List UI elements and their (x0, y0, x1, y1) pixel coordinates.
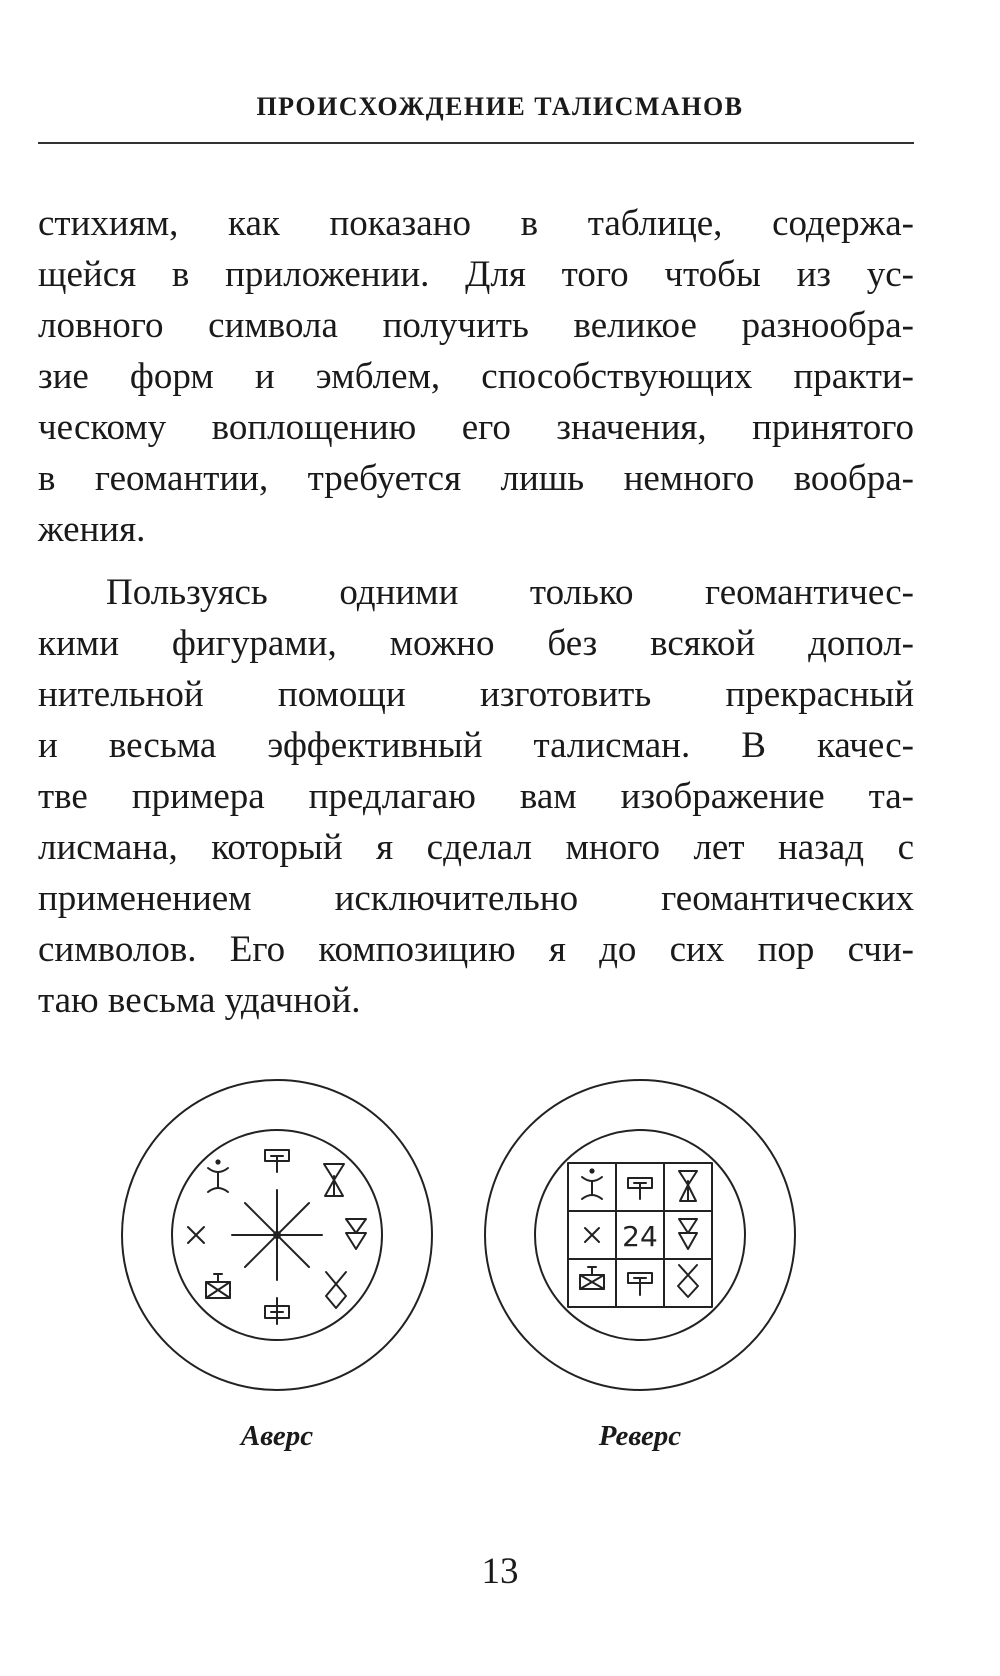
text-line: лисмана, который я сделал много лет назад с (38, 827, 914, 868)
reverse-caption: Реверс (598, 1420, 682, 1452)
geomantic-figure-icon (679, 1219, 697, 1249)
running-head: ПРОИСХОЖДЕНИЕ ТАЛИСМАНОВ (256, 92, 744, 121)
geomantic-figure-icon (628, 1178, 652, 1199)
geomantic-figure-icon (326, 1272, 346, 1308)
text-line: ловного символа получить великое разнообра- (38, 305, 914, 346)
head-rule (38, 142, 914, 144)
talisman-figures (0, 1070, 1000, 1400)
geomantic-figure-icon (628, 1273, 652, 1295)
text-line: стихиям, как показано в таблице, содержа- (38, 203, 914, 244)
text-line: Пользуясь одними только геомантичес- (106, 572, 914, 613)
jupiter-glyph: 24 (622, 1220, 658, 1253)
text-line: таю весьма удачной. (38, 980, 361, 1021)
geomantic-figure-icon (678, 1265, 698, 1297)
body-text (38, 198, 914, 1026)
geomantic-figure-icon (679, 1171, 697, 1201)
text-line: ческому воплощению его значения, принятого (38, 407, 914, 448)
text-line: в геомантии, требуется лишь немного вообра- (38, 458, 914, 499)
obverse-caption: Аверс (240, 1420, 314, 1452)
obverse-talisman (122, 1080, 432, 1390)
text-line: применением исключительно геомантических (38, 878, 914, 919)
obverse-center-dot (274, 1232, 280, 1238)
geomantic-figure-icon (346, 1219, 366, 1249)
geomantic-figure-icon (582, 1169, 602, 1199)
geomantic-figure-icon (265, 1298, 289, 1324)
text-line: символов. Его композицию я до сих пор счи- (38, 929, 914, 970)
geomantic-figure-icon (206, 1274, 230, 1298)
text-line: и весьма эффективный талисман. В качес- (38, 725, 914, 766)
text-line: нительной помощи изготовить прекрасный (38, 674, 914, 715)
geomantic-figure-icon (585, 1228, 599, 1242)
geomantic-figure-icon (580, 1267, 604, 1289)
geomantic-figure-icon (208, 1160, 228, 1192)
text-line: тве примера предлагаю вам изображение та- (38, 776, 914, 817)
text-line: щейся в приложении. Для того чтобы из ус- (38, 254, 914, 295)
reverse-talisman (485, 1080, 795, 1390)
page-number: 13 (481, 1551, 519, 1592)
geomantic-figure-icon (324, 1164, 344, 1196)
text-line: жения. (38, 509, 146, 550)
geomantic-figure-icon (265, 1150, 289, 1172)
geomantic-figure-icon (188, 1227, 204, 1243)
text-line: зие форм и эмблем, способствующих практи- (38, 356, 914, 397)
text-line: кими фигурами, можно без всякой допол- (38, 623, 914, 664)
